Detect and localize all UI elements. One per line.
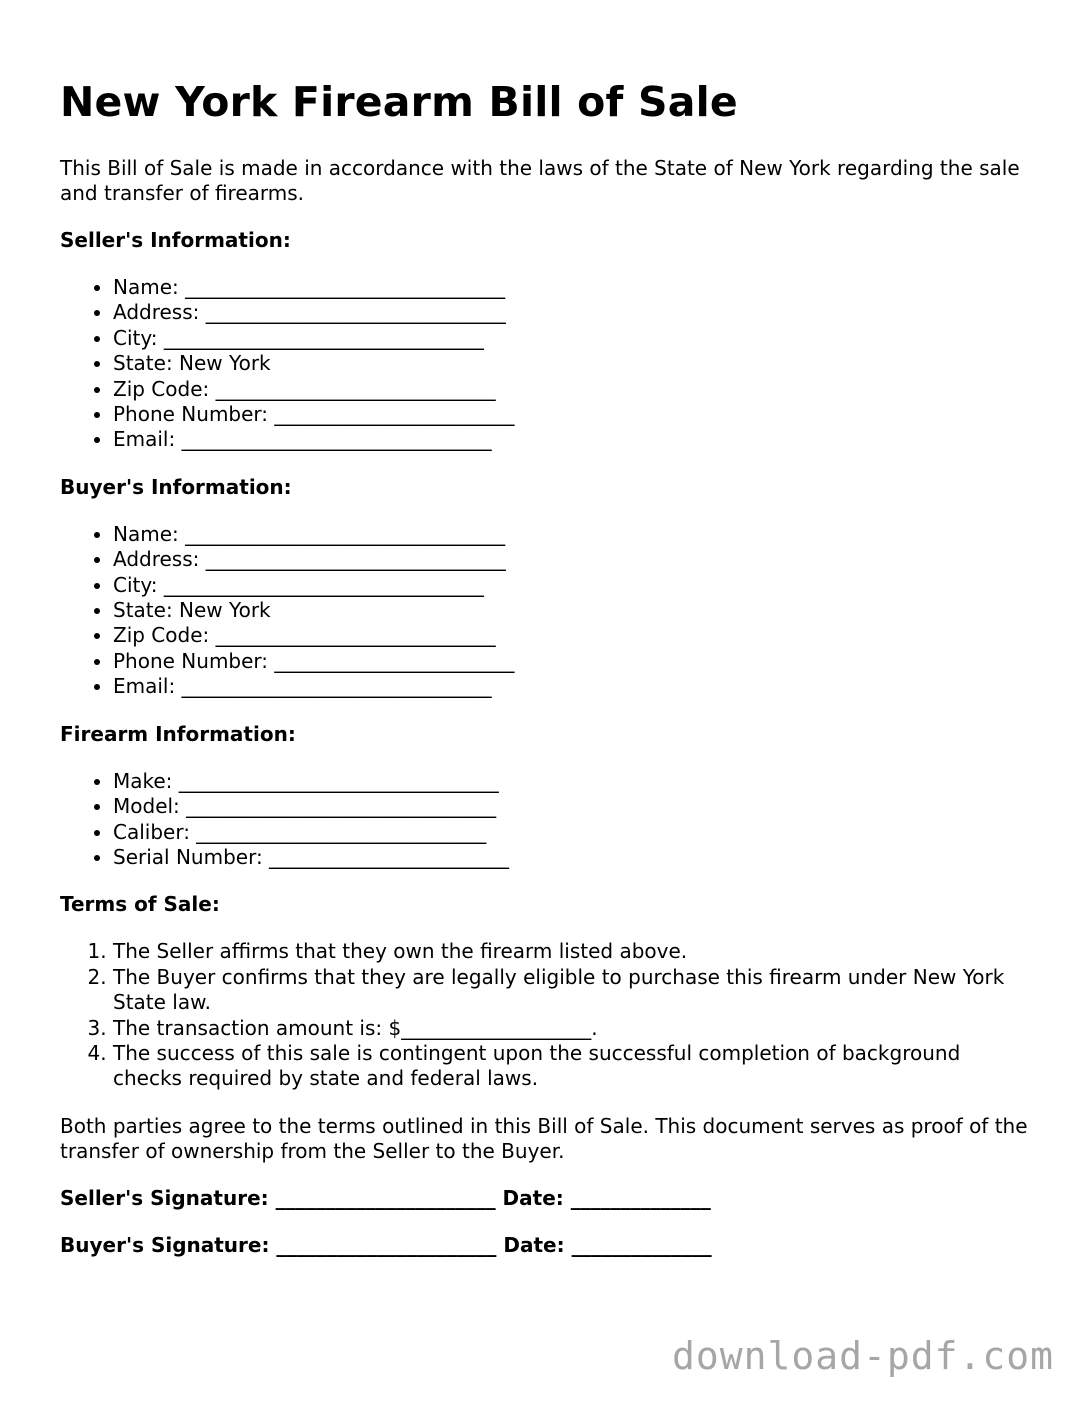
closing-paragraph: Both parties agree to the terms outlined in this Bill of Sale. This document serves as proof of the transfer of ownership from the Seller to the Buyer. <box>60 1113 1028 1163</box>
term-eligibility: 2. The Buyer confirms that they are legally eligible to purchase this firearm under New York State law. <box>113 965 1030 1016</box>
seller-section-heading: Seller's Information: <box>60 228 291 252</box>
watermark-text: download-pdf.com <box>671 1334 1054 1378</box>
firearm-serial-field: • Serial Number: ________________________ <box>113 845 1030 870</box>
terms-section-heading: Terms of Sale: <box>60 892 220 917</box>
seller-info-list <box>60 275 1030 453</box>
seller-signature-line: Seller's Signature: ______________________ Date: ______________ <box>60 1185 711 1210</box>
buyer-info-list <box>60 522 1030 700</box>
buyer-phone-field: • Phone Number: ________________________ <box>113 649 1030 674</box>
seller-zip-field: • Zip Code: ____________________________ <box>113 377 1030 402</box>
term-background-check: 4. The success of this sale is contingent upon the successful completion of background checks required by state and federal laws. <box>113 1041 1030 1092</box>
buyer-signature-line: Buyer's Signature: ______________________ Date: ______________ <box>60 1232 712 1257</box>
seller-phone-field: • Phone Number: ________________________ <box>113 402 1030 427</box>
document-page <box>60 0 1030 1258</box>
buyer-state-field: • State: New York <box>113 598 1030 623</box>
firearm-make-field: • Make: ________________________________ <box>113 769 1030 794</box>
buyer-section-heading: Buyer's Information: <box>60 474 292 499</box>
seller-email-field: • Email: _______________________________ <box>113 427 1030 452</box>
firearm-caliber-field: • Caliber: _____________________________ <box>113 820 1030 845</box>
seller-name-field: • Name: ________________________________ <box>113 275 1030 300</box>
term-ownership: 1. The Seller affirms that they own the firearm listed above. <box>113 939 1030 964</box>
buyer-city-field: • City: ________________________________ <box>113 573 1030 598</box>
firearm-model-field: • Model: _______________________________ <box>113 794 1030 819</box>
document-title: New York Firearm Bill of Sale <box>60 78 738 126</box>
intro-paragraph: This Bill of Sale is made in accordance with the laws of the State of New York regarding the sale and transfer of firearms. <box>60 156 1020 205</box>
firearm-info-list <box>60 769 1030 871</box>
seller-city-field: • City: ________________________________ <box>113 326 1030 351</box>
terms-list <box>60 939 1030 1091</box>
term-amount: 3. The transaction amount is: $___________________. <box>113 1016 1030 1041</box>
buyer-name-field: • Name: ________________________________ <box>113 522 1030 547</box>
buyer-zip-field: • Zip Code: ____________________________ <box>113 623 1030 648</box>
seller-address-field: • Address: ______________________________ <box>113 300 1030 325</box>
seller-state-field: • State: New York <box>113 351 1030 376</box>
buyer-address-field: • Address: ______________________________ <box>113 547 1030 572</box>
firearm-section-heading: Firearm Information: <box>60 721 296 746</box>
buyer-email-field: • Email: _______________________________ <box>113 674 1030 699</box>
